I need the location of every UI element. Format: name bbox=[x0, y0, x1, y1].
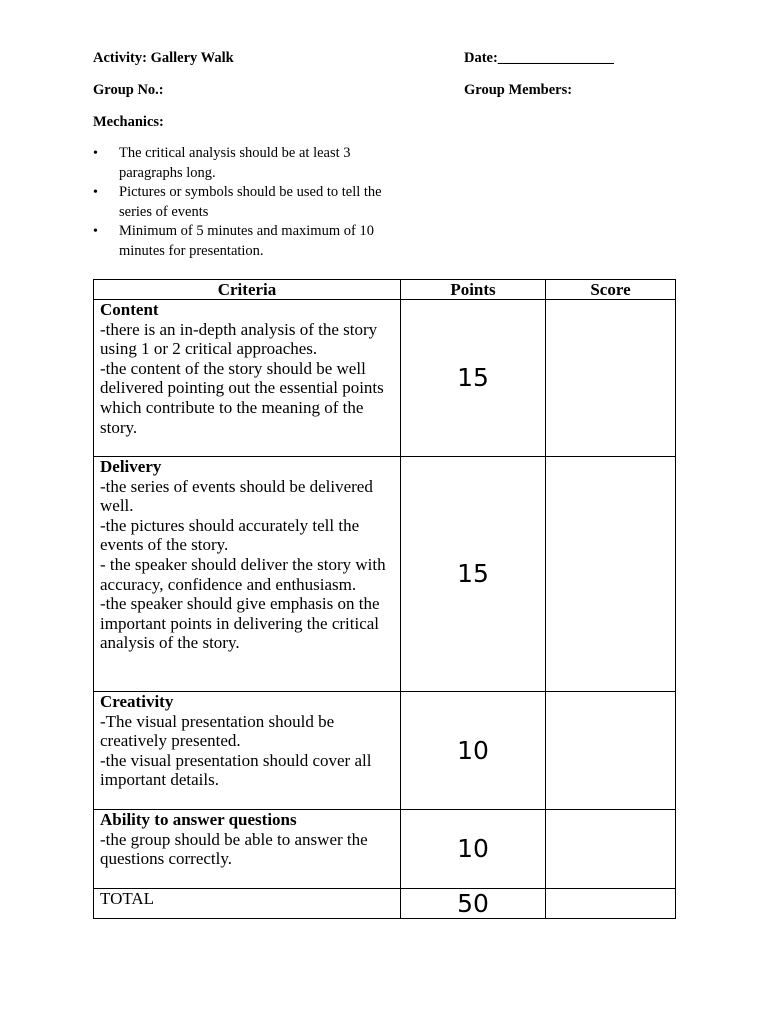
table-row bbox=[94, 457, 676, 692]
criteria-title: Content bbox=[100, 300, 159, 319]
points-cell: 15 bbox=[401, 457, 546, 692]
score-cell[interactable] bbox=[546, 457, 676, 692]
criteria-description: -the series of events should be delivered well. -the pictures should accurately tell the events of the story. - the speaker should deliver the story with accuracy, confidence and enthusiasm. -the speaker should give emphasis on the important points in delivering the critical analysis of the story. bbox=[100, 476, 386, 653]
mechanics-item-text: Minimum of 5 minutes and maximum of 10 minutes for presentation. bbox=[119, 223, 374, 259]
criteria-title: Delivery bbox=[100, 457, 162, 476]
group-members-label: Group Members: bbox=[464, 82, 573, 98]
criteria-cell bbox=[94, 300, 401, 457]
total-row bbox=[94, 889, 676, 919]
points-cell: 10 bbox=[401, 692, 546, 810]
table-row bbox=[94, 692, 676, 810]
criteria-description: -there is an in-depth analysis of the story using 1 or 2 critical approaches. -the content of the story should be well delivered pointing out the essential points which contribute to the meaning of the story. bbox=[100, 319, 384, 437]
criteria-title: Ability to answer questions bbox=[100, 810, 297, 829]
group-no-label: Group No.: bbox=[93, 82, 164, 98]
points-cell: 15 bbox=[401, 300, 546, 457]
mechanics-item-text: The critical analysis should be at least 3 paragraphs long. bbox=[119, 145, 351, 181]
mechanics-heading: Mechanics: bbox=[93, 114, 164, 130]
total-label: TOTAL bbox=[94, 889, 401, 919]
column-header-criteria: Criteria bbox=[94, 280, 401, 300]
criteria-cell bbox=[94, 692, 401, 810]
list-item bbox=[93, 144, 413, 183]
points-cell: 10 bbox=[401, 810, 546, 889]
table-row bbox=[94, 300, 676, 457]
criteria-cell bbox=[94, 810, 401, 889]
list-item bbox=[93, 183, 413, 222]
table-row bbox=[94, 810, 676, 889]
rubric-table bbox=[93, 279, 676, 919]
mechanics-list bbox=[93, 144, 413, 261]
criteria-cell bbox=[94, 457, 401, 692]
mechanics-item-text: Pictures or symbols should be used to tell the series of events bbox=[119, 184, 382, 220]
activity-label: Activity: Gallery Walk bbox=[93, 50, 234, 66]
score-cell[interactable] bbox=[546, 810, 676, 889]
column-header-points: Points bbox=[401, 280, 546, 300]
column-header-score: Score bbox=[546, 280, 676, 300]
bullet-icon: • bbox=[93, 146, 98, 161]
criteria-title: Creativity bbox=[100, 692, 174, 711]
date-label: Date:________________ bbox=[464, 50, 614, 66]
table-header-row bbox=[94, 280, 676, 300]
bullet-icon: • bbox=[93, 185, 98, 200]
total-points: 50 bbox=[401, 889, 546, 919]
score-cell[interactable] bbox=[546, 300, 676, 457]
list-item bbox=[93, 222, 413, 261]
criteria-description: -The visual presentation should be creatively presented. -the visual presentation should cover all important details. bbox=[100, 711, 372, 790]
total-score-cell[interactable] bbox=[546, 889, 676, 919]
bullet-icon: • bbox=[93, 224, 98, 239]
score-cell[interactable] bbox=[546, 692, 676, 810]
criteria-description: -the group should be able to answer the questions correctly. bbox=[100, 829, 368, 869]
